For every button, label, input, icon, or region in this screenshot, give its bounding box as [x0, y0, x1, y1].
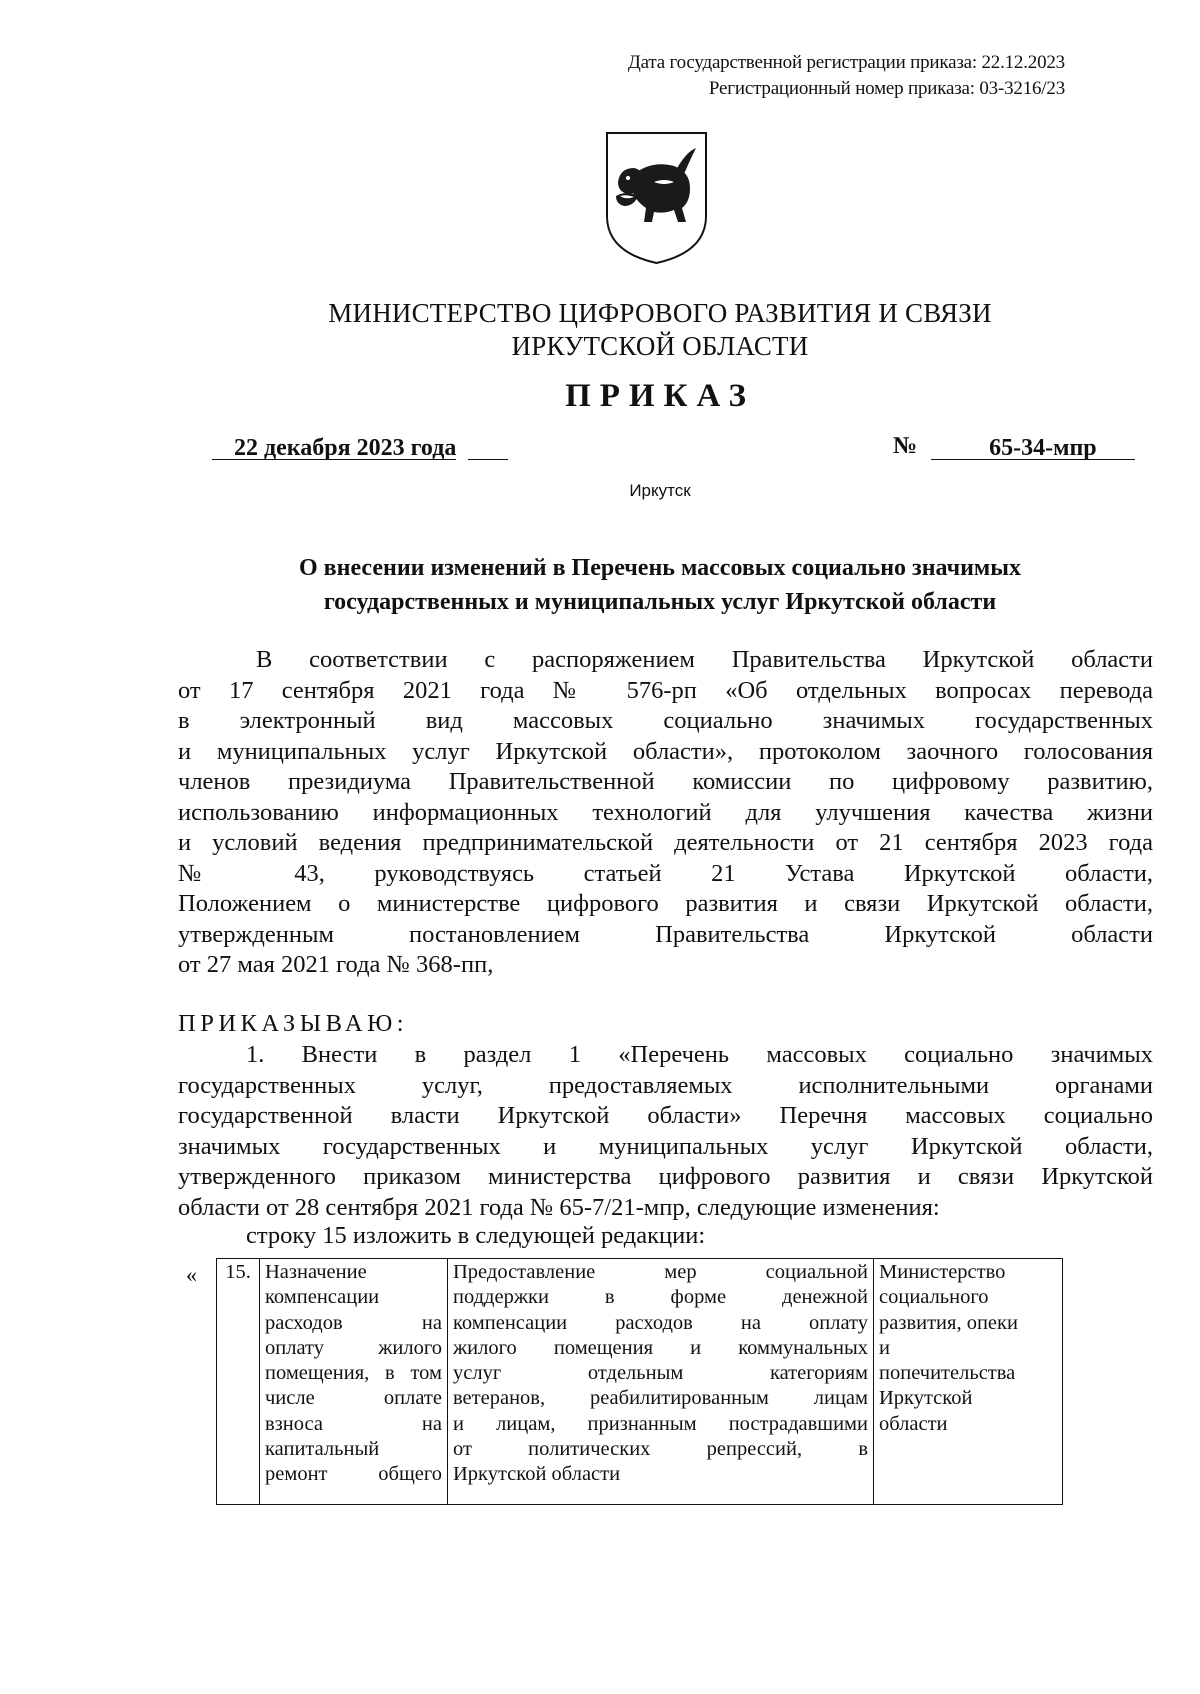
organization-line: Иркутской — [879, 1387, 973, 1410]
opening-quote-mark: « — [186, 1262, 197, 1287]
organization-line: Министерство — [879, 1261, 1006, 1283]
preamble-line: Положением о министерстве цифрового развития и связи Иркутской области, — [178, 890, 1153, 917]
service-name-line: Назначение — [265, 1261, 367, 1283]
service-description-line: от политических репрессий, в — [453, 1438, 868, 1461]
registration-number-line: Регистрационный номер приказа: 03-3216/23 — [708, 78, 1065, 99]
date-underline-right — [468, 435, 508, 460]
preamble-line: В соответствии с распоряжением Правительства Иркутской области — [256, 646, 1153, 673]
number-sign: № — [893, 433, 918, 459]
organization-line: развития, опеки — [879, 1311, 1018, 1334]
item-1-paragraph — [178, 1040, 1153, 1223]
ministry-name-line-1: МИНИСТЕРСТВО ЦИФРОВОГО РАЗВИТИЯ И СВЯЗИ — [328, 298, 992, 328]
service-description-line: компенсации расходов на оплату — [453, 1311, 868, 1334]
order-date-line — [212, 433, 508, 460]
preamble-line: от 17 сентября 2021 года № 576-рп «Об отдельных вопросах перевода — [178, 676, 1153, 704]
organization-line: и — [879, 1336, 890, 1359]
item-1-line: значимых государственных и муниципальных услуг Иркутской области, — [178, 1132, 1153, 1160]
organization-line: социального — [879, 1286, 989, 1309]
service-description-line: жилого помещения и коммунальных — [453, 1336, 868, 1359]
preamble-line: № 43, руководствуясь статьей 21 Устава Иркутской области, — [178, 859, 1153, 887]
service-description-line: и лицам, признанным пострадавшими — [453, 1412, 868, 1435]
table-row — [217, 1259, 1063, 1505]
preamble-line: и муниципальных услуг Иркутской области», протоколом заочного голосования — [178, 737, 1153, 765]
city-label: Иркутск — [629, 481, 691, 500]
organization-line: попечительства — [879, 1362, 1016, 1385]
service-name-line: помещения, в том — [265, 1362, 442, 1385]
ministry-name-line-2: ИРКУТСКОЙ ОБЛАСТИ — [511, 331, 809, 361]
organization-line: области — [879, 1412, 948, 1435]
row-number-cell: 15. — [217, 1259, 260, 1505]
service-name-line: капитальный — [265, 1438, 380, 1461]
order-date: 22 декабря 2023 года — [234, 435, 457, 461]
service-name-cell — [260, 1259, 448, 1505]
service-name-line: компенсации — [265, 1286, 380, 1309]
number-underline-right — [1097, 435, 1135, 460]
service-description-line: Предоставление мер социальной — [453, 1261, 868, 1283]
preamble-line: использованию информационных технологий для улучшения качества жизни — [178, 798, 1153, 826]
item-1-line: государственных услуг, предоставляемых исполнительными органами — [178, 1071, 1153, 1099]
responsible-organization-cell — [874, 1259, 1063, 1505]
preamble-line: от 27 мая 2021 года № 368-пп, — [178, 951, 494, 978]
order-number: 65-34-мпр — [989, 435, 1097, 461]
service-name-line: взноса на — [265, 1412, 442, 1435]
coat-of-arms-icon — [604, 130, 709, 266]
item-1-line: 1. Внести в раздел 1 «Перечень массовых социально значимых — [246, 1041, 1153, 1068]
preamble-line: членов президиума Правительственной комиссии по цифровому развитию, — [178, 768, 1153, 795]
order-keyword: ПРИКАЗЫВАЮ: — [178, 1010, 409, 1037]
order-title-line-2: государственных и муниципальных услуг Иркутской области — [323, 589, 997, 615]
service-description-line: поддержки в форме денежной — [453, 1286, 868, 1309]
preamble-line: и условий ведения предпринимательской деятельности от 21 сентября 2023 года — [178, 829, 1153, 856]
date-underline-left — [212, 435, 234, 460]
services-row-table — [216, 1258, 1063, 1505]
number-underline-left — [931, 435, 989, 460]
service-name-line: ремонт общего — [265, 1463, 442, 1486]
preamble-paragraph — [178, 645, 1153, 981]
registration-date-line: Дата государственной регистрации приказа: 22.12.2023 — [627, 52, 1065, 73]
service-name-line: расходов на — [265, 1311, 442, 1334]
row-15-intro: строку 15 изложить в следующей редакции: — [246, 1222, 706, 1249]
service-description-cell — [448, 1259, 874, 1505]
service-description-line: ветеранов, реабилитированным лицам — [453, 1387, 868, 1410]
service-description-line: услуг отдельным категориям — [453, 1362, 868, 1385]
service-description-line: Иркутской области — [453, 1463, 621, 1486]
preamble-line: в электронный вид массовых социально значимых государственных — [178, 707, 1153, 734]
document-type-heading: ПРИКАЗ — [565, 378, 755, 414]
item-1-line: государственной власти Иркутской области» Перечня массовых социально — [178, 1102, 1153, 1129]
service-name-line: оплату жилого — [265, 1336, 442, 1359]
item-1-line: утвержденного приказом министерства цифрового развития и связи Иркутской — [178, 1163, 1153, 1190]
service-name-line: числе оплате — [265, 1387, 442, 1410]
order-number-line — [893, 433, 1135, 460]
item-1-line: области от 28 сентября 2021 года № 65-7/21-мпр, следующие изменения: — [178, 1193, 940, 1221]
preamble-line: утвержденным постановлением Правительства Иркутской области — [178, 920, 1153, 948]
order-title-line-1: О внесении изменений в Перечень массовых социально значимых — [298, 555, 1022, 581]
